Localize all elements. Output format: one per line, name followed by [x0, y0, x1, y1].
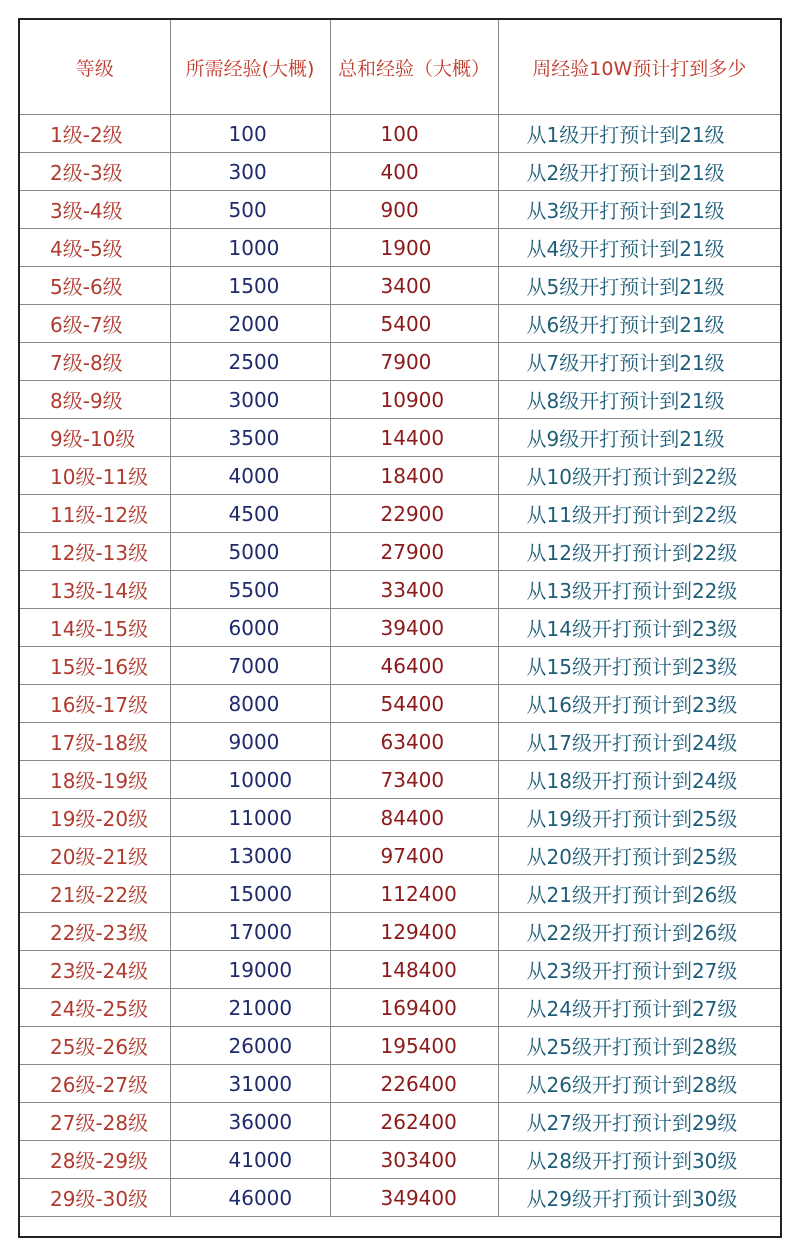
- estimate-cell: 从8级开打预计到21级: [498, 381, 780, 419]
- table-row: [20, 1179, 780, 1217]
- table-row: [20, 723, 780, 761]
- required-exp-cell: 15000: [170, 875, 330, 913]
- total-exp-cell: 226400: [330, 1065, 498, 1103]
- table-row: [20, 533, 780, 571]
- estimate-cell: 从13级开打预计到22级: [498, 571, 780, 609]
- table-body: [20, 115, 780, 1217]
- header-row: [20, 20, 780, 115]
- level-cell: 9级-10级: [20, 419, 170, 457]
- table-row: [20, 571, 780, 609]
- required-exp-cell: 500: [170, 191, 330, 229]
- table-row: [20, 1141, 780, 1179]
- total-exp-cell: 148400: [330, 951, 498, 989]
- total-exp-cell: 46400: [330, 647, 498, 685]
- estimate-cell: 从10级开打预计到22级: [498, 457, 780, 495]
- estimate-cell: 从17级开打预计到24级: [498, 723, 780, 761]
- estimate-cell: 从3级开打预计到21级: [498, 191, 780, 229]
- level-cell: 21级-22级: [20, 875, 170, 913]
- required-exp-cell: 7000: [170, 647, 330, 685]
- total-exp-cell: 84400: [330, 799, 498, 837]
- table-row: [20, 609, 780, 647]
- required-exp-cell: 4500: [170, 495, 330, 533]
- required-exp-cell: 17000: [170, 913, 330, 951]
- level-cell: 13级-14级: [20, 571, 170, 609]
- table-row: [20, 761, 780, 799]
- required-exp-cell: 3500: [170, 419, 330, 457]
- required-exp-cell: 41000: [170, 1141, 330, 1179]
- total-exp-cell: 10900: [330, 381, 498, 419]
- total-exp-cell: 195400: [330, 1027, 498, 1065]
- total-exp-cell: 169400: [330, 989, 498, 1027]
- estimate-cell: 从22级开打预计到26级: [498, 913, 780, 951]
- total-exp-cell: 262400: [330, 1103, 498, 1141]
- level-cell: 7级-8级: [20, 343, 170, 381]
- table-row: [20, 685, 780, 723]
- total-exp-cell: 63400: [330, 723, 498, 761]
- required-exp-cell: 5500: [170, 571, 330, 609]
- total-exp-cell: 3400: [330, 267, 498, 305]
- header-total-exp: 总和经验（大概）: [330, 20, 498, 115]
- header-required-exp: 所需经验(大概): [170, 20, 330, 115]
- total-exp-cell: 7900: [330, 343, 498, 381]
- experience-table: [20, 20, 780, 1217]
- required-exp-cell: 10000: [170, 761, 330, 799]
- table-frame: [18, 18, 782, 1238]
- total-exp-cell: 39400: [330, 609, 498, 647]
- estimate-cell: 从18级开打预计到24级: [498, 761, 780, 799]
- required-exp-cell: 4000: [170, 457, 330, 495]
- level-cell: 20级-21级: [20, 837, 170, 875]
- estimate-cell: 从1级开打预计到21级: [498, 115, 780, 153]
- table-row: [20, 799, 780, 837]
- required-exp-cell: 13000: [170, 837, 330, 875]
- table-row: [20, 419, 780, 457]
- table-row: [20, 495, 780, 533]
- required-exp-cell: 21000: [170, 989, 330, 1027]
- total-exp-cell: 18400: [330, 457, 498, 495]
- table-row: [20, 875, 780, 913]
- required-exp-cell: 2500: [170, 343, 330, 381]
- required-exp-cell: 31000: [170, 1065, 330, 1103]
- estimate-cell: 从26级开打预计到28级: [498, 1065, 780, 1103]
- level-cell: 15级-16级: [20, 647, 170, 685]
- table-row: [20, 951, 780, 989]
- level-cell: 19级-20级: [20, 799, 170, 837]
- total-exp-cell: 349400: [330, 1179, 498, 1217]
- table-row: [20, 457, 780, 495]
- total-exp-cell: 14400: [330, 419, 498, 457]
- table-row: [20, 191, 780, 229]
- level-cell: 3级-4级: [20, 191, 170, 229]
- level-cell: 6级-7级: [20, 305, 170, 343]
- total-exp-cell: 73400: [330, 761, 498, 799]
- estimate-cell: 从28级开打预计到30级: [498, 1141, 780, 1179]
- required-exp-cell: 46000: [170, 1179, 330, 1217]
- required-exp-cell: 11000: [170, 799, 330, 837]
- level-cell: 18级-19级: [20, 761, 170, 799]
- required-exp-cell: 8000: [170, 685, 330, 723]
- total-exp-cell: 303400: [330, 1141, 498, 1179]
- required-exp-cell: 19000: [170, 951, 330, 989]
- level-cell: 23级-24级: [20, 951, 170, 989]
- level-cell: 24级-25级: [20, 989, 170, 1027]
- estimate-cell: 从5级开打预计到21级: [498, 267, 780, 305]
- required-exp-cell: 1000: [170, 229, 330, 267]
- total-exp-cell: 5400: [330, 305, 498, 343]
- table-row: [20, 343, 780, 381]
- level-cell: 8级-9级: [20, 381, 170, 419]
- estimate-cell: 从20级开打预计到25级: [498, 837, 780, 875]
- estimate-cell: 从9级开打预计到21级: [498, 419, 780, 457]
- required-exp-cell: 300: [170, 153, 330, 191]
- header-weekly-estimate: 周经验10W预计打到多少: [498, 20, 780, 115]
- estimate-cell: 从25级开打预计到28级: [498, 1027, 780, 1065]
- estimate-cell: 从16级开打预计到23级: [498, 685, 780, 723]
- level-cell: 16级-17级: [20, 685, 170, 723]
- table-row: [20, 1065, 780, 1103]
- estimate-cell: 从2级开打预计到21级: [498, 153, 780, 191]
- level-cell: 5级-6级: [20, 267, 170, 305]
- table-row: [20, 1103, 780, 1141]
- table-row: [20, 913, 780, 951]
- required-exp-cell: 1500: [170, 267, 330, 305]
- level-cell: 11级-12级: [20, 495, 170, 533]
- estimate-cell: 从11级开打预计到22级: [498, 495, 780, 533]
- estimate-cell: 从12级开打预计到22级: [498, 533, 780, 571]
- level-cell: 2级-3级: [20, 153, 170, 191]
- required-exp-cell: 6000: [170, 609, 330, 647]
- estimate-cell: 从14级开打预计到23级: [498, 609, 780, 647]
- total-exp-cell: 54400: [330, 685, 498, 723]
- table-row: [20, 1027, 780, 1065]
- estimate-cell: 从23级开打预计到27级: [498, 951, 780, 989]
- total-exp-cell: 33400: [330, 571, 498, 609]
- total-exp-cell: 22900: [330, 495, 498, 533]
- estimate-cell: 从6级开打预计到21级: [498, 305, 780, 343]
- table-row: [20, 153, 780, 191]
- header-level: 等级: [20, 20, 170, 115]
- level-cell: 12级-13级: [20, 533, 170, 571]
- required-exp-cell: 5000: [170, 533, 330, 571]
- estimate-cell: 从15级开打预计到23级: [498, 647, 780, 685]
- table-row: [20, 647, 780, 685]
- level-cell: 4级-5级: [20, 229, 170, 267]
- level-cell: 17级-18级: [20, 723, 170, 761]
- table-row: [20, 115, 780, 153]
- estimate-cell: 从7级开打预计到21级: [498, 343, 780, 381]
- table-row: [20, 267, 780, 305]
- table-row: [20, 837, 780, 875]
- total-exp-cell: 27900: [330, 533, 498, 571]
- level-cell: 22级-23级: [20, 913, 170, 951]
- total-exp-cell: 900: [330, 191, 498, 229]
- level-cell: 10级-11级: [20, 457, 170, 495]
- required-exp-cell: 26000: [170, 1027, 330, 1065]
- total-exp-cell: 400: [330, 153, 498, 191]
- estimate-cell: 从19级开打预计到25级: [498, 799, 780, 837]
- table-row: [20, 229, 780, 267]
- required-exp-cell: 100: [170, 115, 330, 153]
- level-cell: 1级-2级: [20, 115, 170, 153]
- estimate-cell: 从4级开打预计到21级: [498, 229, 780, 267]
- required-exp-cell: 3000: [170, 381, 330, 419]
- level-cell: 28级-29级: [20, 1141, 170, 1179]
- table-row: [20, 989, 780, 1027]
- level-cell: 14级-15级: [20, 609, 170, 647]
- table-row: [20, 381, 780, 419]
- estimate-cell: 从27级开打预计到29级: [498, 1103, 780, 1141]
- total-exp-cell: 129400: [330, 913, 498, 951]
- required-exp-cell: 36000: [170, 1103, 330, 1141]
- total-exp-cell: 100: [330, 115, 498, 153]
- total-exp-cell: 97400: [330, 837, 498, 875]
- table-row: [20, 305, 780, 343]
- level-cell: 29级-30级: [20, 1179, 170, 1217]
- estimate-cell: 从24级开打预计到27级: [498, 989, 780, 1027]
- estimate-cell: 从29级开打预计到30级: [498, 1179, 780, 1217]
- level-cell: 27级-28级: [20, 1103, 170, 1141]
- level-cell: 25级-26级: [20, 1027, 170, 1065]
- estimate-cell: 从21级开打预计到26级: [498, 875, 780, 913]
- total-exp-cell: 1900: [330, 229, 498, 267]
- total-exp-cell: 112400: [330, 875, 498, 913]
- required-exp-cell: 2000: [170, 305, 330, 343]
- required-exp-cell: 9000: [170, 723, 330, 761]
- level-cell: 26级-27级: [20, 1065, 170, 1103]
